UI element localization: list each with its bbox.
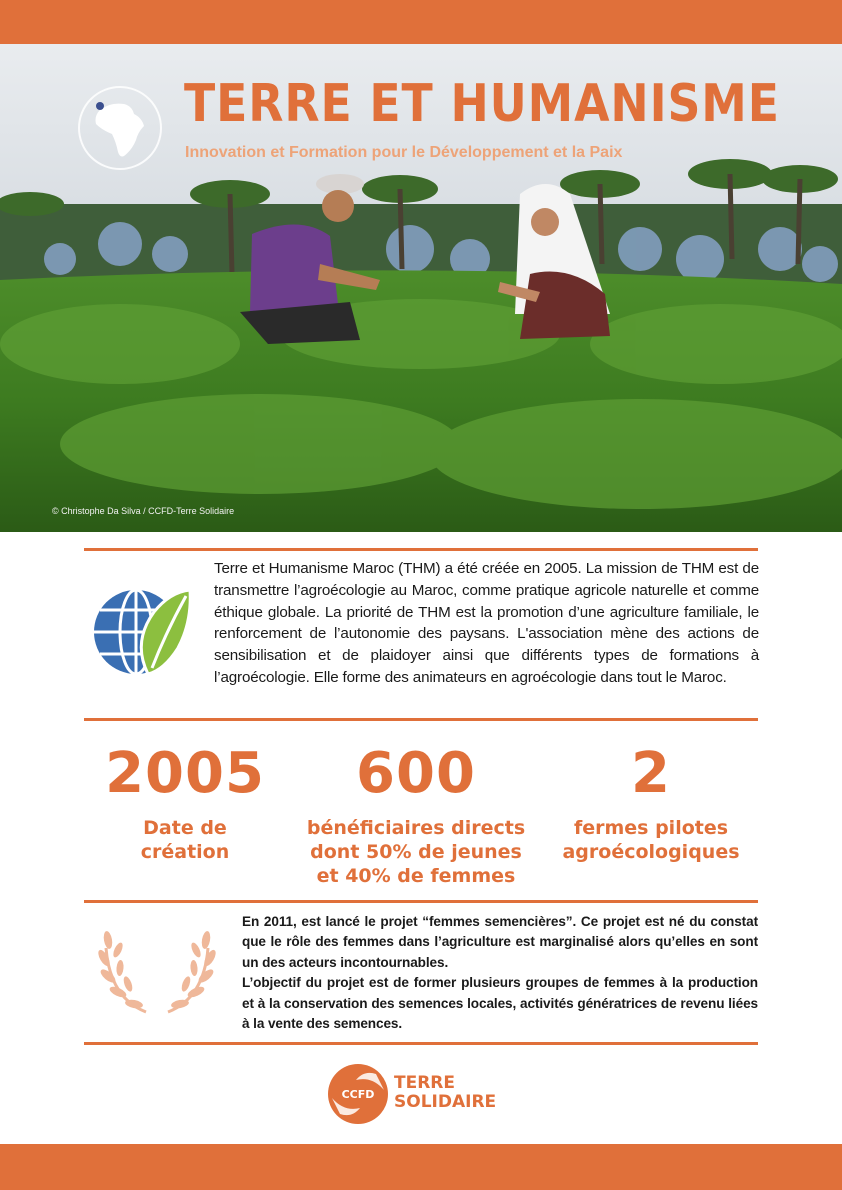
page-subtitle: Innovation et Formation pour le Développement et la Paix <box>185 144 623 161</box>
divider <box>84 548 758 551</box>
globe-leaf-icon <box>92 582 194 682</box>
intro-paragraph: Terre et Humanisme Maroc (THM) a été créée en 2005. La mission de THM est de transmettre l’agroécologie au Maroc, comme pratique agricole naturelle et comme éthique globale. La priorité de THM est la promotion d’une agriculture familiale, le renforcement de l’autonomie des paysans. L'association mène des actions de sensibilisation et de plaidoyer ainsi que différents types de formations à l’agroécologie. Elle forme des animateurs en agroécologie dans tout le Maroc. <box>214 560 759 686</box>
divider <box>84 1042 758 1045</box>
stat-beneficiaries <box>296 741 536 888</box>
ccfd-logo-icon <box>326 1062 390 1126</box>
project-paragraph: En 2011, est lancé le projet “femmes semencières”. Ce projet est né du constat que le rôle des femmes dans l’agriculture est marginalisé alors qu’elles en sont un des acteurs incontournables. <box>242 914 758 970</box>
photo-credit: © Christophe Da Silva / CCFD-Terre Solidaire <box>52 506 235 516</box>
ccfd-badge-text: CCFD <box>341 1088 375 1101</box>
stat-label-line: bénéficiaires directs <box>306 817 526 839</box>
stat-creation-date <box>100 741 270 864</box>
hero-photo <box>0 44 842 532</box>
project-paragraph: L’objectif du projet est de former plusieurs groupes de femmes à la production et à la conservation des semences locales, activités génératrices de revenu liées à la vente des semences. <box>242 975 758 1032</box>
stat-label <box>548 816 754 864</box>
stat-label <box>100 816 270 864</box>
stat-label-line: dont 50% de jeunes <box>310 841 522 863</box>
stat-label-line: et 40% de femmes <box>316 865 516 887</box>
project-description <box>242 912 758 1034</box>
page-title: TERRE ET HUMANISME <box>184 74 780 134</box>
stat-value: 2 <box>631 741 671 806</box>
terre-solidaire-wordmark <box>394 1074 496 1112</box>
wordmark-line: TERRE <box>394 1073 456 1093</box>
stat-value: 2005 <box>105 741 265 806</box>
wordmark-line: SOLIDAIRE <box>394 1092 497 1112</box>
stat-pilot-farms <box>548 741 754 864</box>
stat-label-line: agroécologiques <box>562 841 740 863</box>
laurel-wreath-icon <box>96 918 218 1018</box>
divider <box>84 900 758 903</box>
stat-label <box>296 816 536 888</box>
stat-label-line: Date de <box>143 817 227 839</box>
divider <box>84 718 758 721</box>
stat-label-line: création <box>140 841 230 863</box>
stat-value: 600 <box>356 741 476 806</box>
africa-map-icon <box>78 86 162 170</box>
stat-label-line: fermes pilotes <box>573 817 729 839</box>
top-band <box>0 0 842 44</box>
bottom-band <box>0 1144 842 1190</box>
